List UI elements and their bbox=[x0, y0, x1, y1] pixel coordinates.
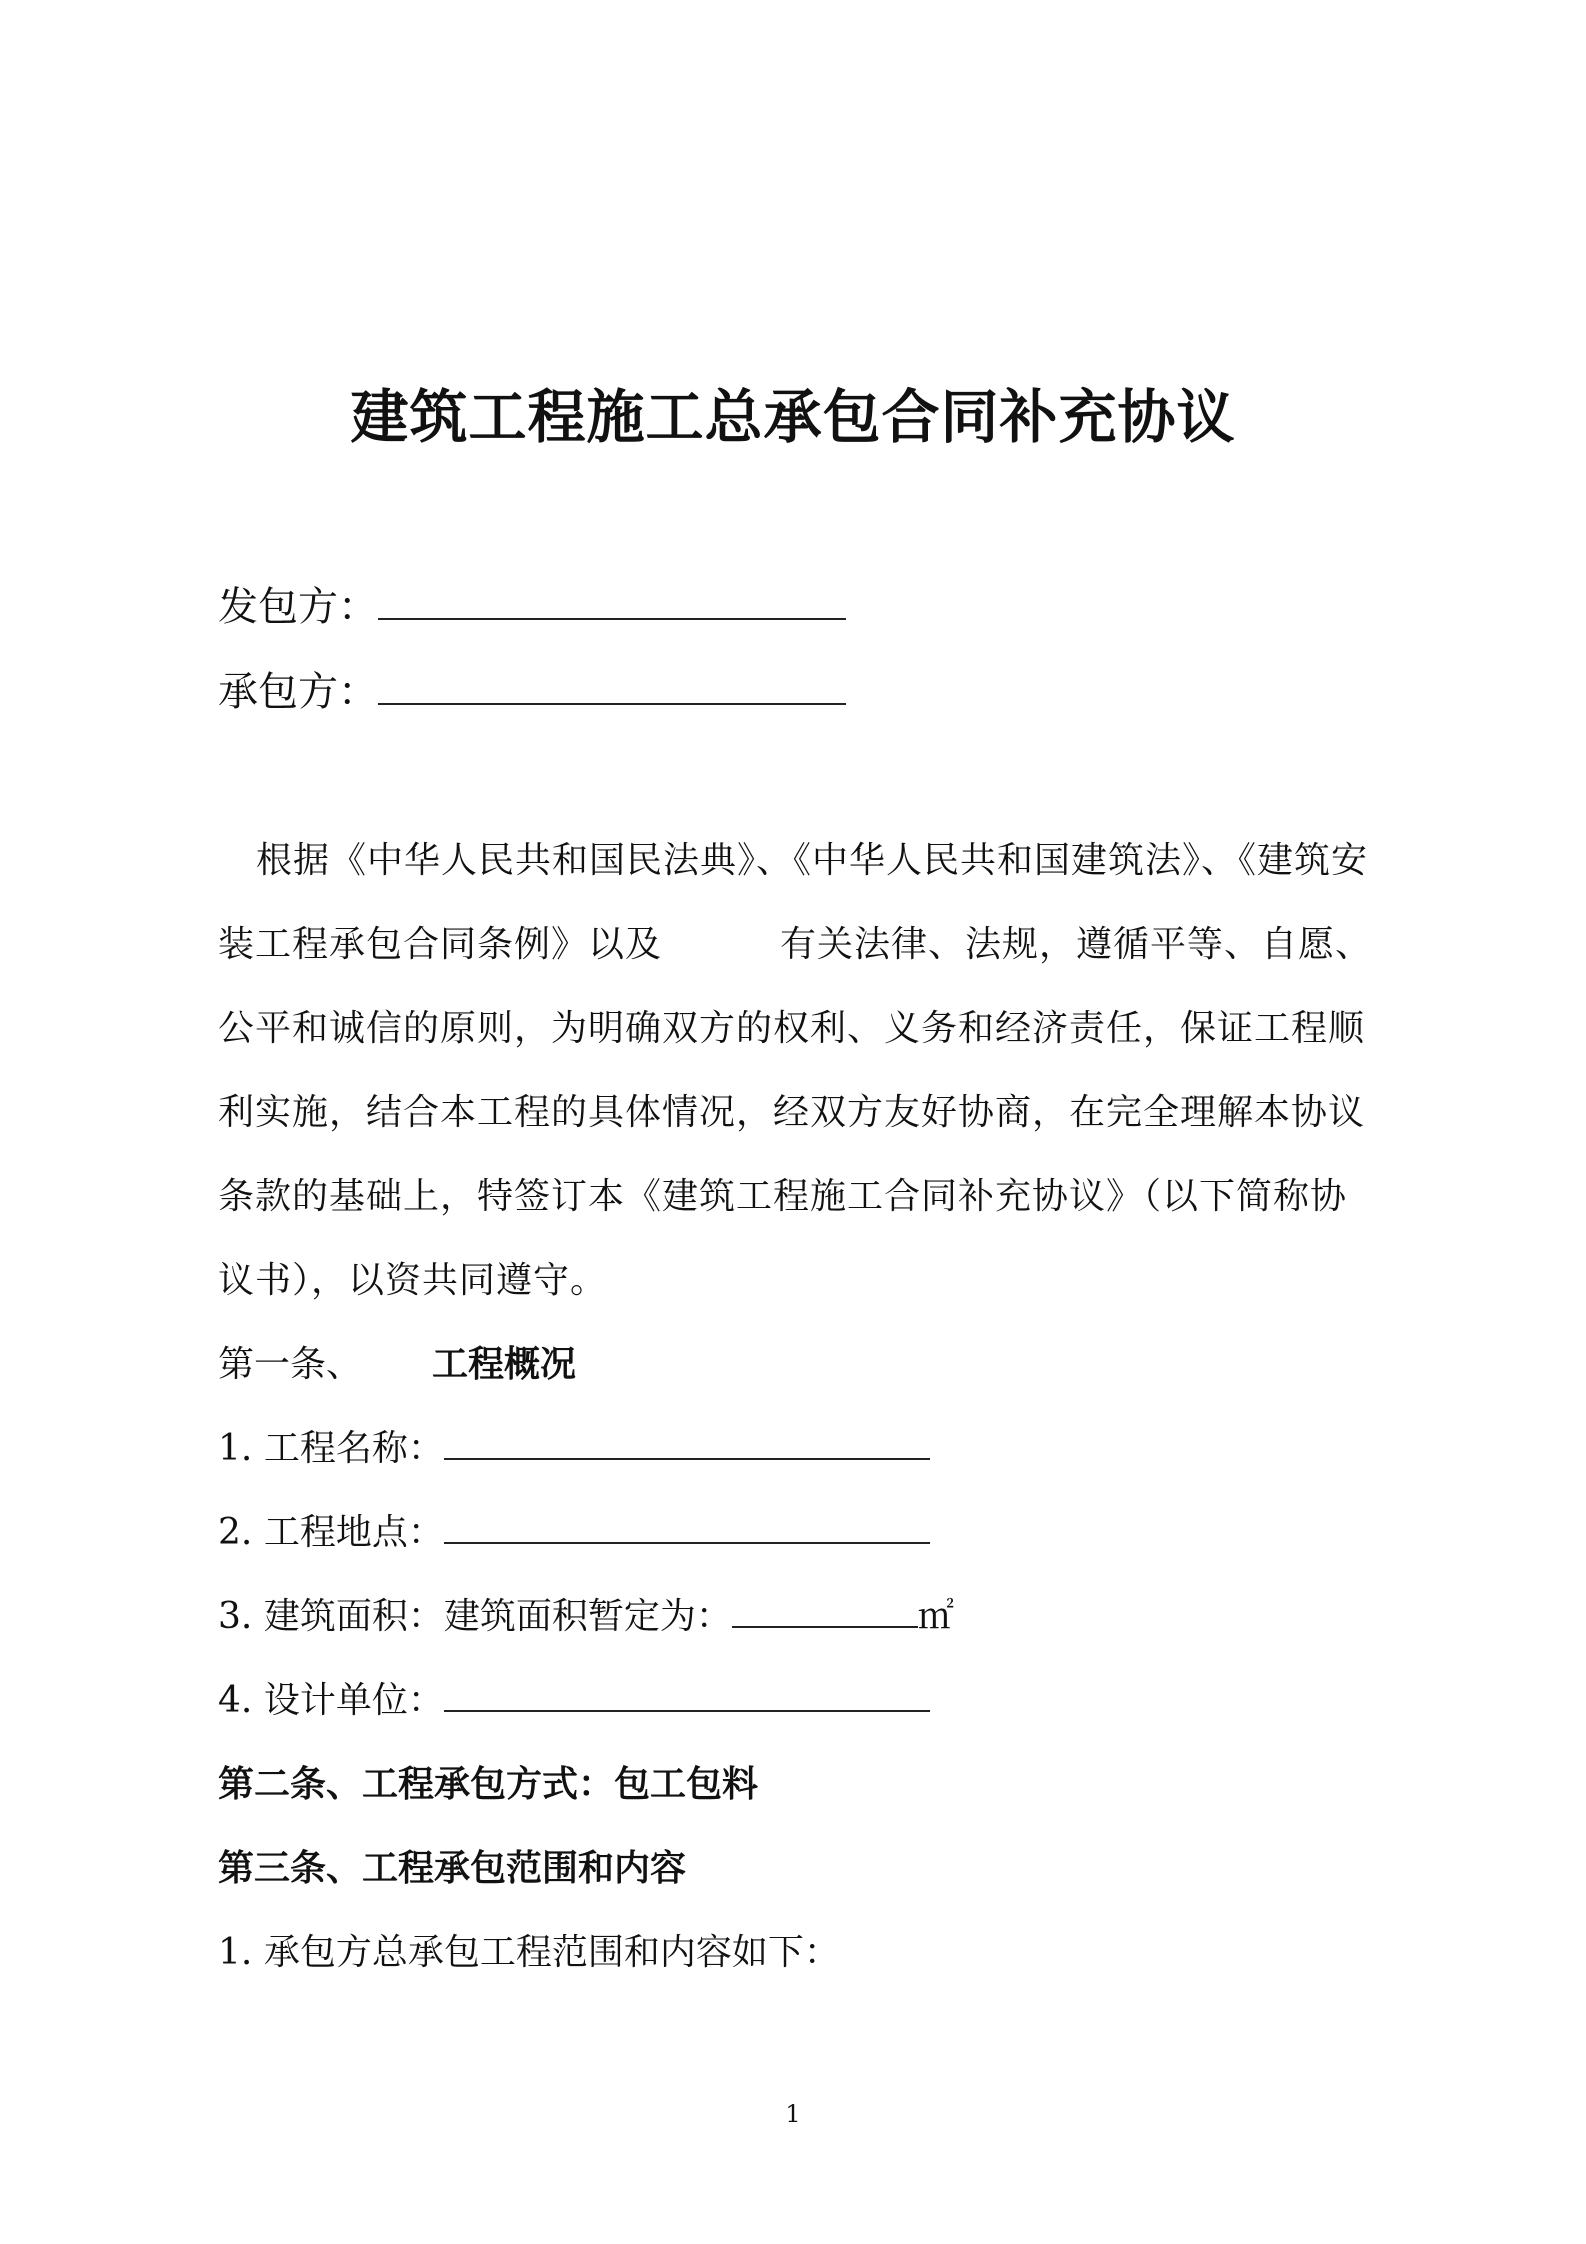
article-3-heading: 第三条、工程承包范围和内容 bbox=[218, 1848, 687, 1889]
item-number: 1. bbox=[218, 1428, 253, 1469]
item-number: 4. bbox=[218, 1680, 253, 1721]
item-label: 承包方总承包工程范围和内容如下： bbox=[263, 1932, 840, 1973]
overview-item-project-location bbox=[218, 1504, 930, 1555]
contractor-line bbox=[218, 660, 846, 717]
preamble-line: 条款的基础上，特签订本《建筑工程施工合同补充协议》（以下简称协 bbox=[218, 1176, 1348, 1217]
item-number: 2. bbox=[218, 1512, 253, 1553]
overview-item-design-unit bbox=[218, 1672, 930, 1723]
preamble-line: 装工程承包合同条例》以及 bbox=[218, 924, 663, 965]
item-number: 1. bbox=[218, 1932, 253, 1973]
scope-item bbox=[218, 1924, 840, 1975]
preamble-line: 有关法律、法规，遵循平等、自愿、 bbox=[780, 924, 1373, 965]
preamble-line: 根据《中华人民共和国民法典》、《中华人民共和国建筑法》、《建筑安 bbox=[256, 840, 1369, 881]
page-number: 1 bbox=[785, 2100, 801, 2128]
contractor-blank bbox=[378, 702, 846, 705]
article-2-heading: 第二条、工程承包方式：包工包料 bbox=[218, 1764, 759, 1805]
project-name-blank bbox=[444, 1457, 930, 1460]
design-unit-blank bbox=[444, 1709, 930, 1712]
area-unit: ㎡ bbox=[917, 1596, 954, 1637]
document-title: 建筑工程施工总承包合同补充协议 bbox=[350, 383, 1236, 451]
overview-item-project-name bbox=[218, 1420, 930, 1471]
preamble-line: 利实施，结合本工程的具体情况，经双方友好协商，在完全理解本协议 bbox=[218, 1092, 1366, 1133]
item-label: 工程名称： bbox=[263, 1428, 444, 1469]
item-label: 工程地点： bbox=[263, 1512, 444, 1553]
floor-area-blank bbox=[732, 1625, 918, 1628]
contractor-label: 承包方： bbox=[218, 669, 378, 715]
article-1-heading bbox=[218, 1336, 576, 1387]
preamble-line: 公平和诚信的原则，为明确双方的权利、义务和经济责任，保证工程顺 bbox=[218, 1008, 1366, 1049]
employer-line bbox=[218, 575, 846, 632]
item-label: 设计单位： bbox=[263, 1680, 444, 1721]
overview-item-floor-area bbox=[218, 1588, 954, 1639]
project-location-blank bbox=[444, 1541, 930, 1544]
employer-blank bbox=[378, 617, 846, 620]
preamble-line: 议书），以资共同遵守。 bbox=[218, 1260, 608, 1301]
article-1-title: 工程概况 bbox=[432, 1344, 577, 1385]
item-number: 3. bbox=[218, 1596, 253, 1637]
item-label: 建筑面积：建筑面积暂定为： bbox=[263, 1596, 732, 1637]
article-1-prefix: 第一条、 bbox=[218, 1344, 363, 1385]
employer-label: 发包方： bbox=[218, 584, 378, 630]
